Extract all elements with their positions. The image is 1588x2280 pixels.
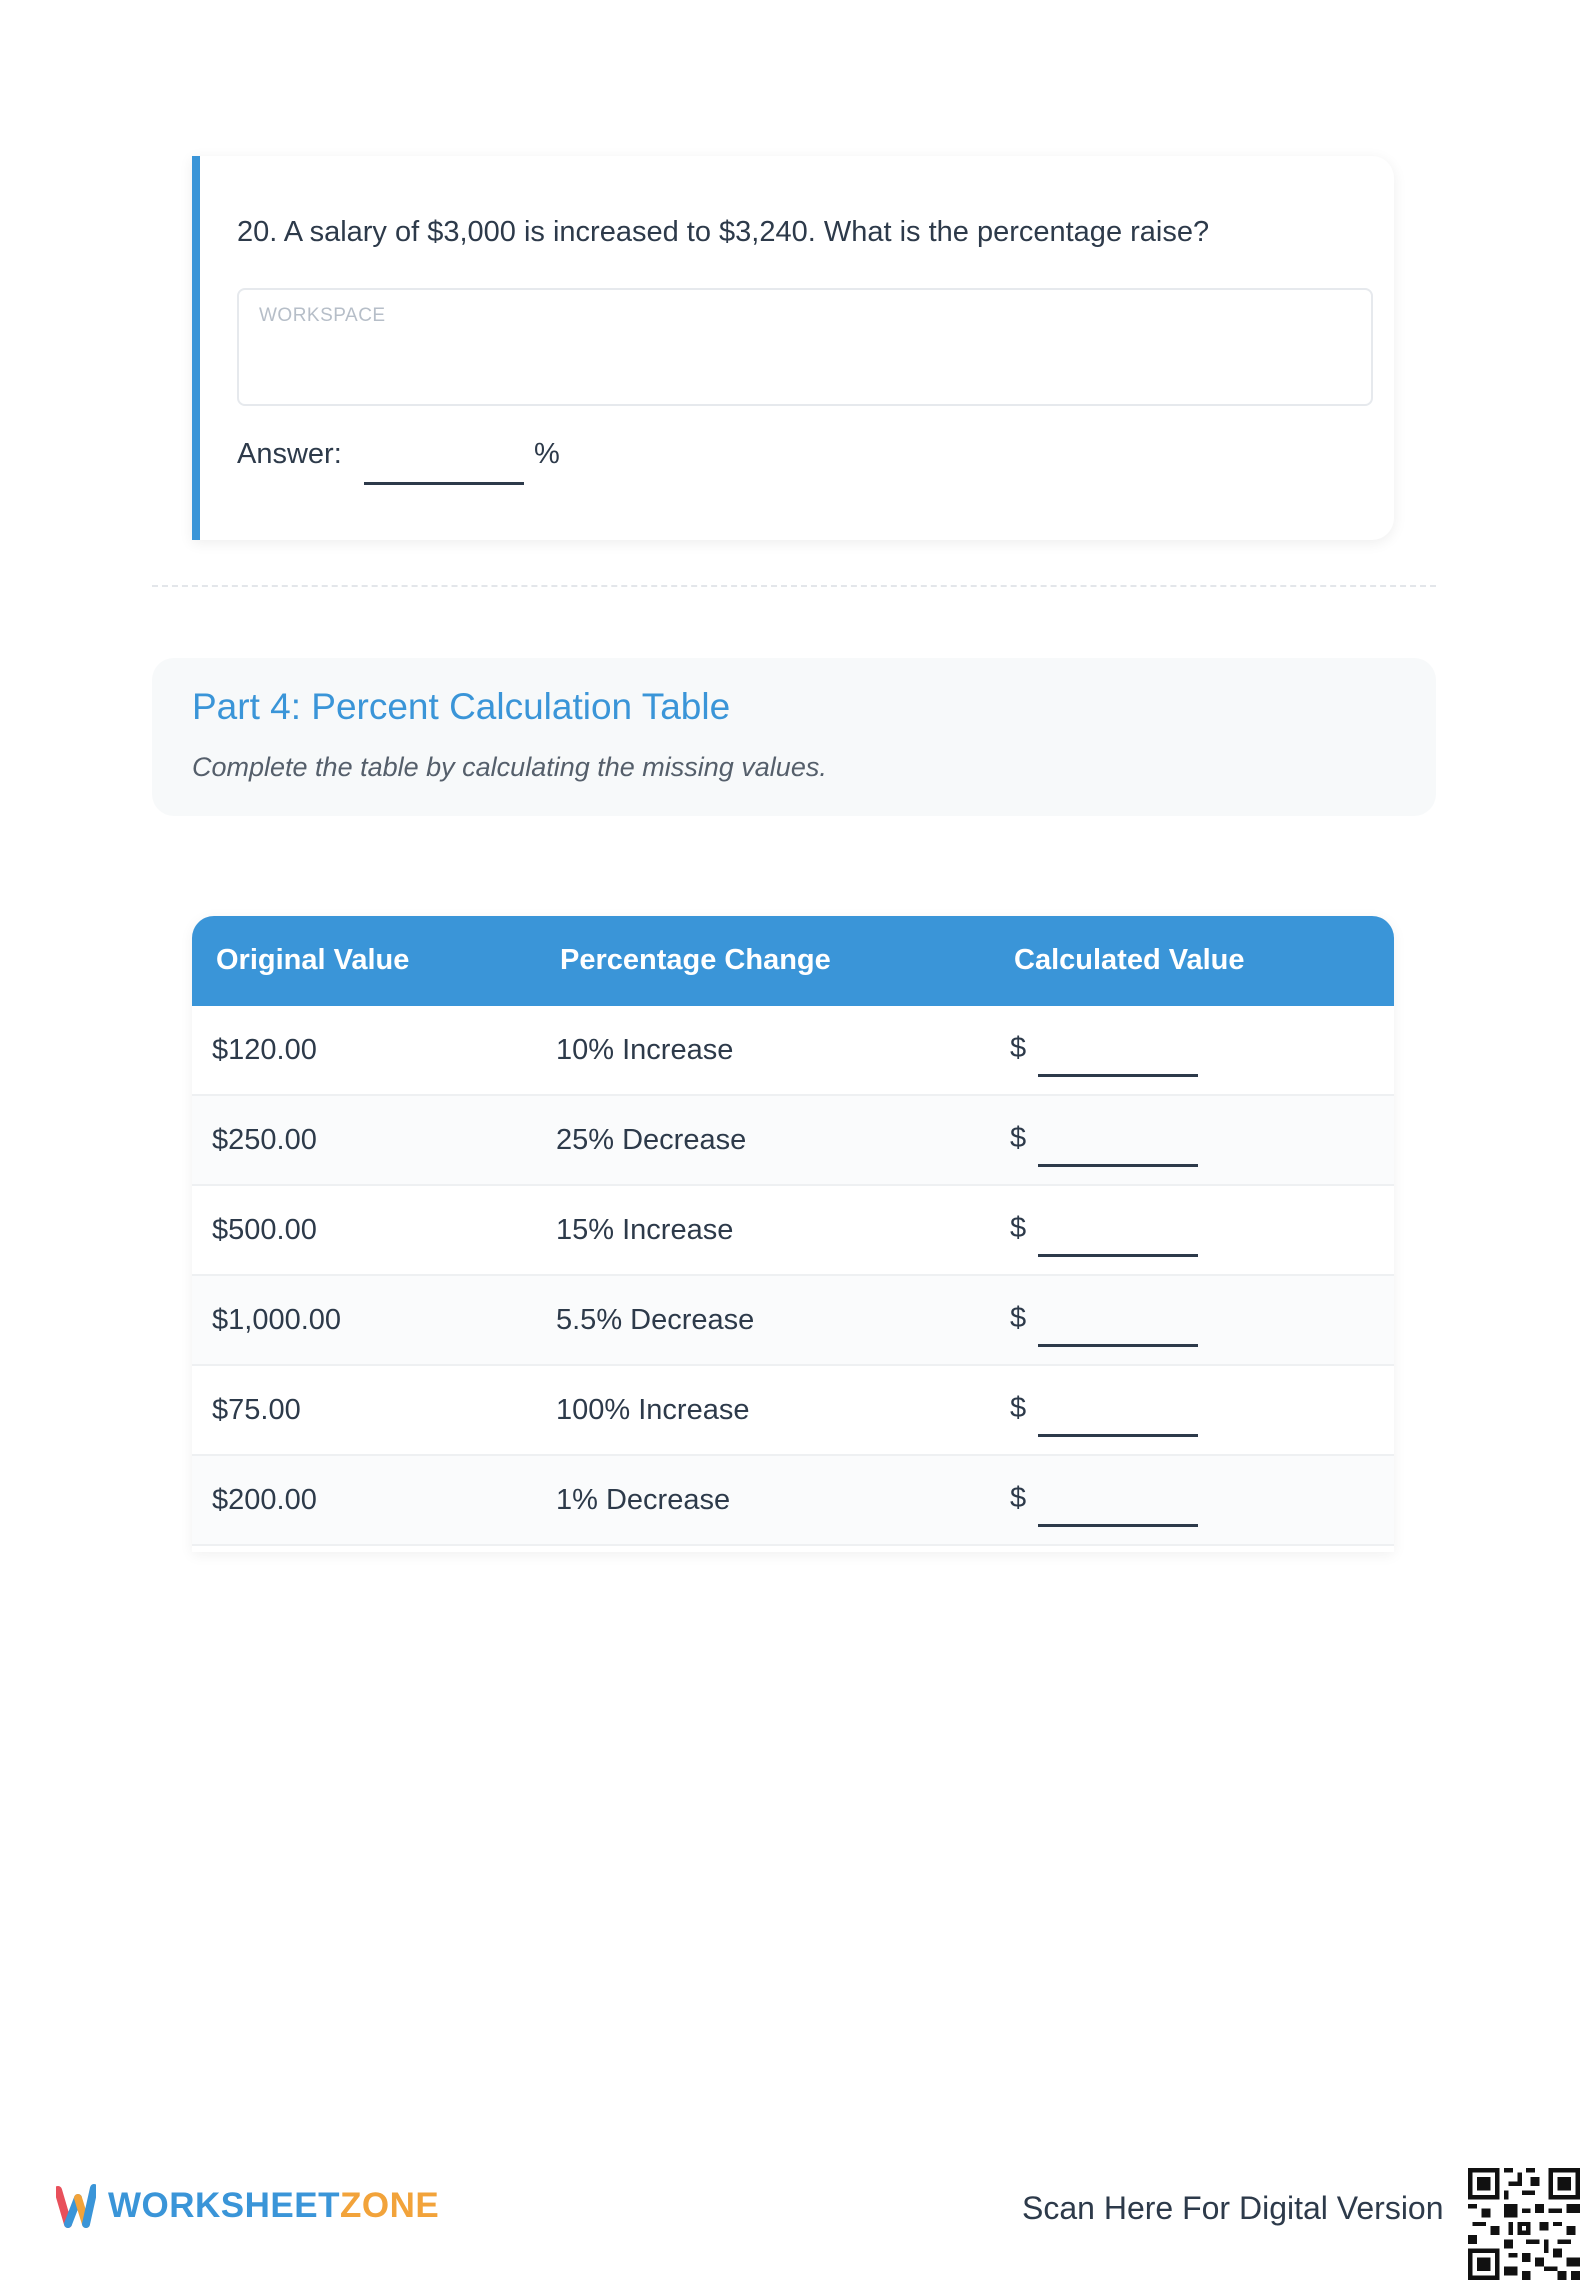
table-row [192,1456,1394,1546]
calculated-value-blank[interactable] [1038,1074,1198,1077]
original-value: $120.00 [212,1034,317,1066]
table-row [192,1006,1394,1096]
qr-code-icon[interactable] [1468,2168,1580,2280]
percentage-change: 15% Increase [556,1214,734,1246]
currency-symbol: $ [1010,1302,1027,1334]
brand-part2: ZONE [340,2186,440,2225]
table-row [192,1366,1394,1456]
brand-part1: WORKSHEET [108,2186,340,2225]
currency-symbol: $ [1010,1392,1027,1424]
question-text: 20. A salary of $3,000 is increased to $3,240. What is the percentage raise? [237,216,1210,248]
header-original-value: Original Value [216,944,410,976]
answer-row [237,438,560,471]
scan-text: Scan Here For Digital Version [1022,2190,1444,2226]
currency-symbol: $ [1010,1482,1027,1514]
header-percentage-change: Percentage Change [560,944,831,976]
original-value: $500.00 [212,1214,317,1246]
answer-blank[interactable] [364,482,524,485]
calculated-value-blank[interactable] [1038,1524,1198,1527]
currency-symbol: $ [1010,1122,1027,1154]
worksheetzone-logo-icon [56,2180,96,2232]
brand-name[interactable] [108,2186,439,2226]
percentage-change: 100% Increase [556,1394,750,1426]
table-header [192,916,1394,1006]
percentage-change: 5.5% Decrease [556,1304,755,1336]
original-value: $250.00 [212,1124,317,1156]
original-value: $1,000.00 [212,1304,342,1336]
section-subtitle: Complete the table by calculating the missing values. [192,752,827,782]
currency-symbol: $ [1010,1212,1027,1244]
percent-table [192,916,1394,1552]
workspace-box[interactable] [237,288,1373,406]
header-calculated-value: Calculated Value [1014,944,1245,976]
currency-symbol: $ [1010,1032,1027,1064]
section-divider [152,585,1436,587]
calculated-value-blank[interactable] [1038,1344,1198,1347]
table-row [192,1276,1394,1366]
original-value: $75.00 [212,1394,301,1426]
percentage-change: 10% Increase [556,1034,734,1066]
section-title: Part 4: Percent Calculation Table [192,686,731,727]
table-row [192,1186,1394,1276]
original-value: $200.00 [212,1484,317,1516]
percentage-change: 1% Decrease [556,1484,731,1516]
section-header [152,658,1436,816]
calculated-value-blank[interactable] [1038,1434,1198,1437]
answer-label: Answer: [237,438,342,470]
calculated-value-blank[interactable] [1038,1254,1198,1257]
percentage-change: 25% Decrease [556,1124,747,1156]
question-card [192,156,1394,540]
table-row [192,1096,1394,1186]
answer-unit: % [534,438,560,470]
calculated-value-blank[interactable] [1038,1164,1198,1167]
workspace-label: WORKSPACE [259,305,386,326]
